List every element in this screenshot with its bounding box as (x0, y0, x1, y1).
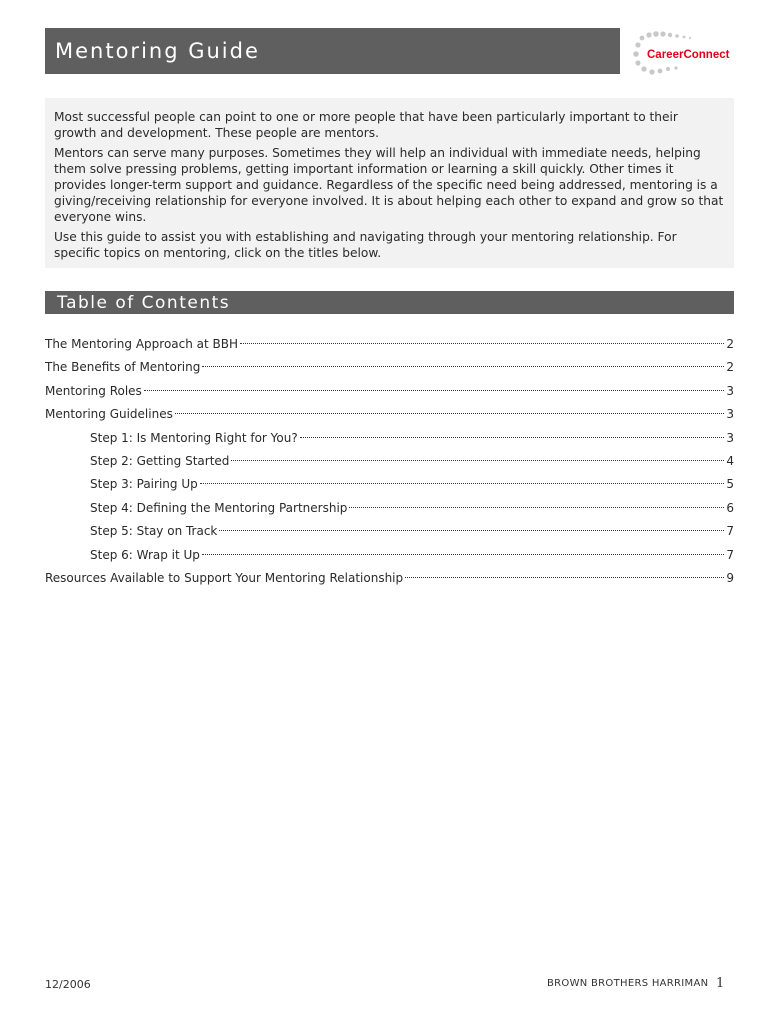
toc-subentry[interactable] (45, 520, 734, 543)
toc-subentry[interactable] (45, 497, 734, 520)
document-title (45, 28, 620, 74)
footer-page-number: 1 (716, 976, 725, 991)
toc-leader (144, 390, 725, 391)
toc-subentry[interactable] (45, 427, 734, 450)
intro-paragraph: Mentors can serve many purposes. Sometimes they will help an individual with immediate needs, helping them solve pressing problems, getting important information or learning a skill quickly. Other times it provides longer-term support and guidance. Regardless of the specific need being addressed, mentoring is a giving/receiving relationship for everyone involved. It is about helping each other to expand and grow so that everyone wins. (54, 146, 724, 224)
toc-entry-page: 7 (726, 547, 734, 562)
toc-entry-label: Step 3: Pairing Up (90, 477, 198, 492)
toc-entry-label: Resources Available to Support Your Mentoring Relationship (45, 570, 404, 585)
toc-entry-label: The Mentoring Approach at BBH (45, 337, 239, 351)
toc-entry-page: 7 (726, 524, 734, 539)
toc-entry-label: Step 6: Wrap it Up (90, 547, 200, 562)
toc-leader (175, 413, 725, 414)
toc-entry-page: 3 (726, 430, 734, 445)
toc-entry[interactable] (45, 567, 734, 590)
table-of-contents (45, 333, 734, 590)
careerconnect-logo (630, 28, 734, 78)
footer-company: BROWN BROTHERS HARRIMAN (547, 978, 709, 989)
toc-entry-page: 2 (726, 360, 734, 375)
toc-entry-label: Step 4: Defining the Mentoring Partnership (90, 500, 348, 515)
document-title-text: Mentoring Guide (55, 39, 260, 63)
toc-entry-page: 4 (726, 453, 734, 468)
toc-leader (405, 577, 724, 578)
toc-leader (202, 366, 724, 367)
toc-heading-text: Table of Contents (57, 292, 231, 313)
toc-entry-page: 5 (726, 477, 734, 492)
toc-entry-page: 6 (726, 500, 734, 515)
toc-leader (202, 554, 724, 555)
intro-paragraph: Use this guide to assist you with establishing and navigating through your mentoring relationship. For specific topics on mentoring, click on the titles below. (54, 230, 677, 260)
toc-entry-page: 3 (726, 407, 734, 422)
toc-entry[interactable] (45, 380, 734, 403)
toc-leader (349, 507, 724, 508)
toc-leader (231, 460, 724, 461)
toc-entry-page: 3 (726, 383, 734, 398)
toc-entry-label: Mentoring Roles (45, 383, 142, 398)
toc-entry-page: 2 (726, 337, 734, 351)
toc-subentry[interactable] (45, 544, 734, 567)
toc-entry-label: Mentoring Guidelines (45, 407, 173, 422)
intro-box (45, 98, 734, 268)
logo-text: CareerConnect (647, 49, 730, 61)
toc-leader (219, 530, 724, 531)
toc-entry-label: Step 2: Getting Started (90, 453, 230, 468)
toc-heading (45, 291, 734, 314)
toc-leader (200, 483, 725, 484)
toc-entry[interactable] (45, 356, 734, 379)
toc-entry[interactable] (45, 403, 734, 426)
toc-leader (300, 437, 725, 438)
toc-entry[interactable] (45, 333, 734, 356)
toc-entry-label: Step 5: Stay on Track (90, 524, 218, 539)
toc-subentry[interactable] (45, 450, 734, 473)
toc-entry-label: Step 1: Is Mentoring Right for You? (90, 430, 298, 445)
toc-entry-page: 9 (726, 570, 734, 585)
toc-leader (240, 343, 724, 344)
intro-paragraph: Most successful people can point to one or more people that have been particularly important to their growth and development. These people are mentors. (54, 110, 678, 140)
toc-entry-label: The Benefits of Mentoring (45, 360, 201, 375)
toc-subentry[interactable] (45, 473, 734, 496)
footer-date: 12/2006 (45, 978, 91, 991)
